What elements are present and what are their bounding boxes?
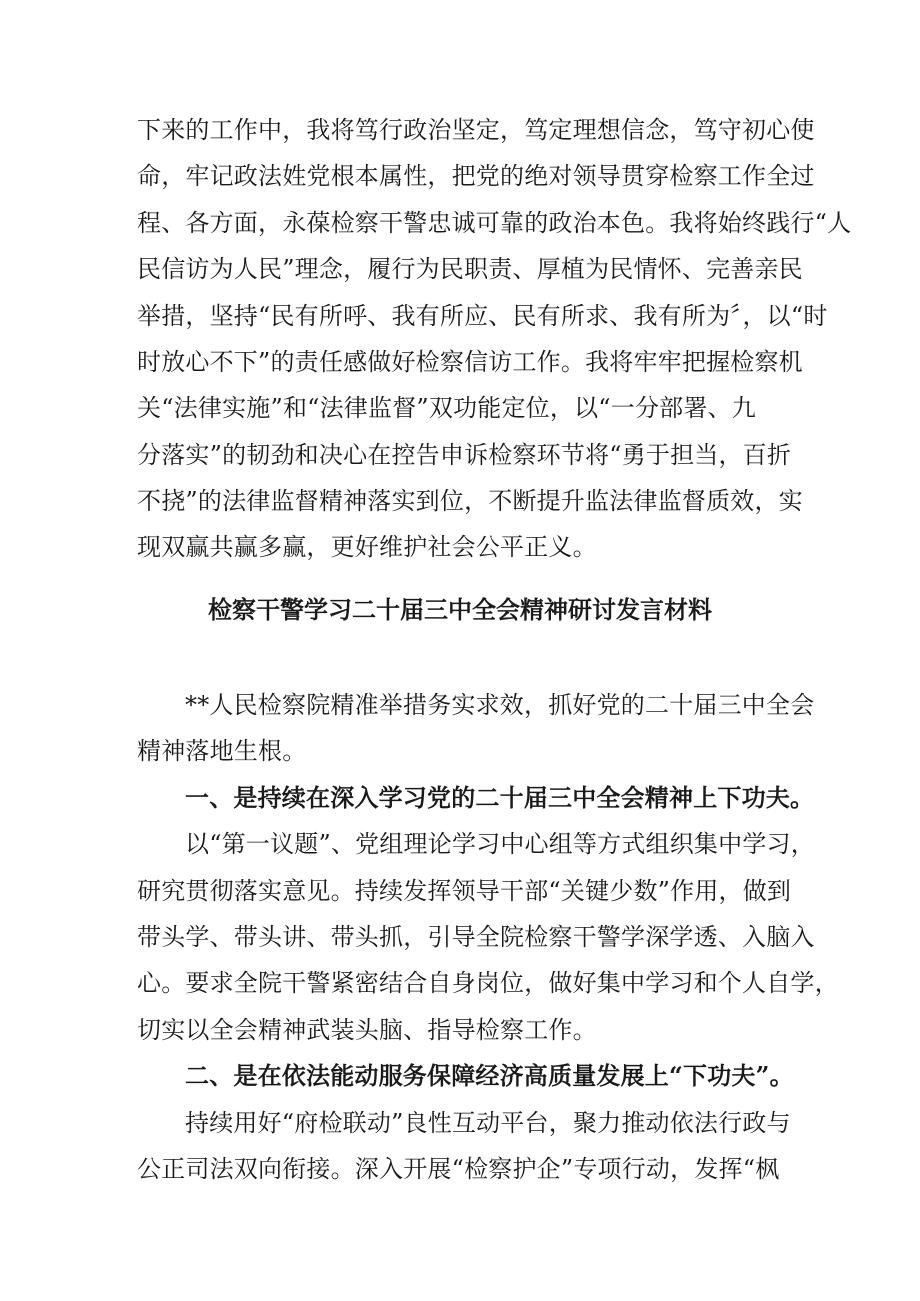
text-line: 民信访为人民”理念，履行为民职责、厚植为民情怀、完善亲民 <box>137 255 803 283</box>
section-heading-1: 一、是持续在深入学习党的二十届三中全会精神上下功夫。 <box>185 783 815 812</box>
section-heading-2: 二、是在依法能动服务保障经济高质量发展上“下功夫”。 <box>185 1061 794 1090</box>
text-line: 现双赢共赢多赢，更好维护社会公平正义。 <box>137 533 597 561</box>
text-line: 不挠”的法律监督精神落实到位，不断提升监法律监督质效，实 <box>137 487 803 515</box>
text-line: 时放心不下”的责任感做好检察信访工作。我将牢牢把握检察机 <box>137 348 803 376</box>
document-title: 检察干警学习二十届三中全会精神研讨发言材料 <box>208 595 712 624</box>
text-line: 举措，坚持“民有所呼、我有所应、民有所求、我有所为〞，以“时 <box>137 302 828 330</box>
text-line: 切实以全会精神武装头脑、指导检察工作。 <box>137 1016 597 1044</box>
text-line: 带头学、带头讲、带头抓，引导全院检察干警学深学透、入脑入 <box>137 923 815 951</box>
text-line: 研究贯彻落实意见。持续发挥领导干部“关键少数”作用，做到 <box>137 877 792 905</box>
text-line: 精神落地生根。 <box>137 737 307 765</box>
text-line: 命，牢记政法姓党根本属性，把党的绝对领导贯穿检察工作全过 <box>137 162 815 190</box>
text-line: 关“法律实施”和“法律监督”双功能定位，以“一分部署、九 <box>137 394 756 422</box>
text-line: 心。要求全院干警紧密结合自身岗位，做好集中学习和个人自学， <box>137 969 839 997</box>
text-line: 分落实”的韧劲和决心在控告申诉检察环节将“勇于担当，百折 <box>137 441 792 469</box>
text-line: 程、各方面，永葆检察干警忠诚可靠的政治本色。我将始终践行“人 <box>137 209 852 237</box>
text-line: 公正司法双向衔接。深入开展“检察护企”专项行动，发挥“枫 <box>137 1155 780 1183</box>
text-line: **人民检察院精准举措务实求效，抓好党的二十届三中全会 <box>185 691 815 719</box>
text-line: 持续用好“府检联动”良性互动平台，聚力推动依法行政与 <box>185 1109 791 1137</box>
text-line: 以“第一议题”、党组理论学习中心组等方式组织集中学习， <box>185 830 815 858</box>
text-line: 下来的工作中，我将笃行政治坚定，笃定理想信念，笃守初心使 <box>137 116 815 144</box>
